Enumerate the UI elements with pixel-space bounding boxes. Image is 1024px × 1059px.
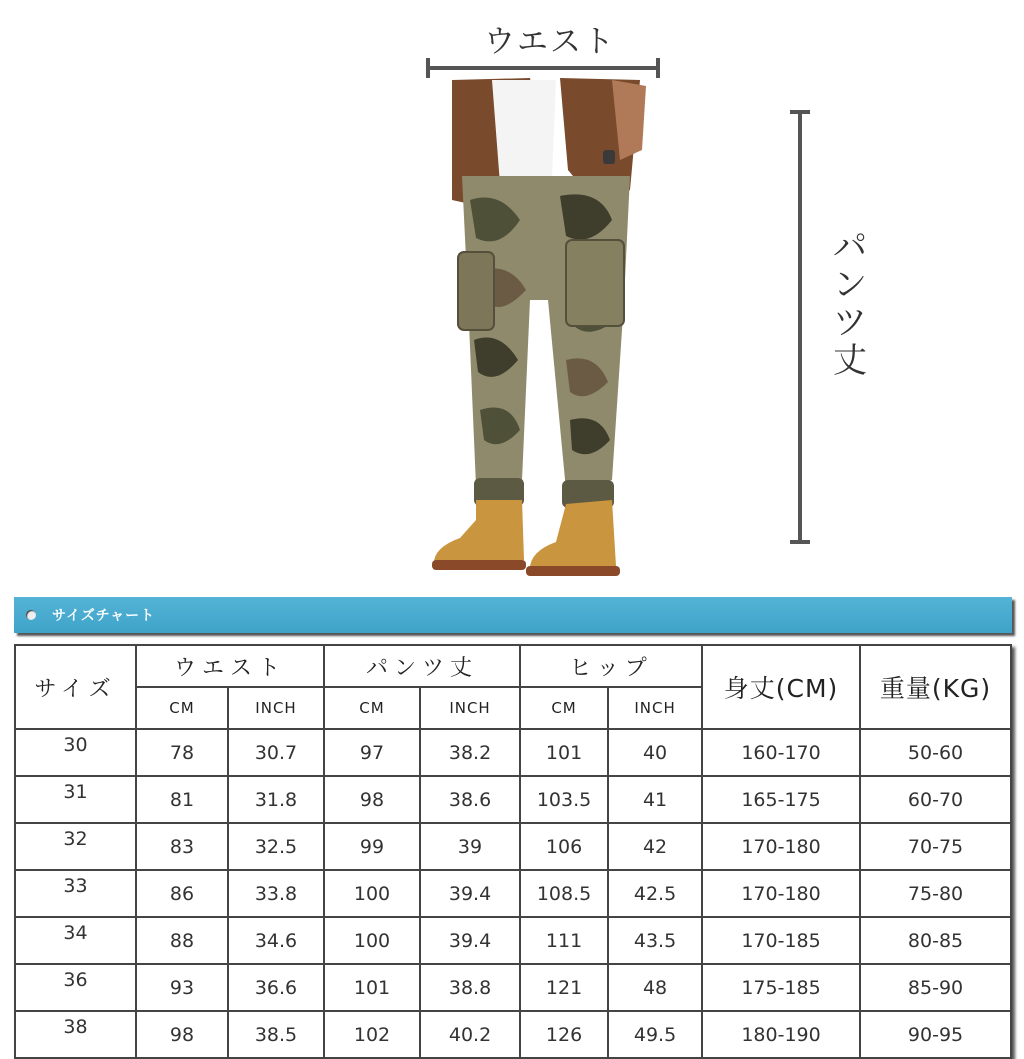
cell-hip-cm: 108.5 [520,870,608,917]
camo-pants [458,176,630,508]
cell-length-cm: 101 [324,964,420,1011]
cell-weight: 75-80 [860,870,1011,917]
cell-waist-cm: 98 [136,1011,228,1058]
cell-body-length: 180-190 [702,1011,860,1058]
cell-size: 30 [15,729,136,776]
cell-waist-cm: 93 [136,964,228,1011]
cell-size: 34 [15,917,136,964]
cell-length-cm: 100 [324,917,420,964]
cell-waist-inch: 32.5 [228,823,324,870]
cell-waist-inch: 30.7 [228,729,324,776]
cell-length-cm: 100 [324,870,420,917]
cell-length-inch: 38.2 [420,729,520,776]
table-row [15,1011,1011,1058]
header-size: サイズ [15,645,136,729]
size-chart-banner [14,597,1012,633]
table-row [15,776,1011,823]
cell-length-cm: 98 [324,776,420,823]
cell-length-inch: 38.8 [420,964,520,1011]
table-row [15,823,1011,870]
cell-body-length: 170-180 [702,870,860,917]
table-row [15,964,1011,1011]
cell-length-inch: 38.6 [420,776,520,823]
cell-length-inch: 39.4 [420,917,520,964]
cell-body-length: 170-185 [702,917,860,964]
unit-inch: INCH [420,687,520,729]
header-pants-length: パンツ丈 [324,645,520,687]
unit-inch: INCH [228,687,324,729]
cell-body-length: 170-180 [702,823,860,870]
cell-weight: 70-75 [860,823,1011,870]
cell-hip-inch: 43.5 [608,917,702,964]
cell-hip-cm: 111 [520,917,608,964]
cell-waist-inch: 33.8 [228,870,324,917]
cell-size: 38 [15,1011,136,1058]
pants-length-label: パンツ丈 [833,227,867,381]
cell-hip-cm: 103.5 [520,776,608,823]
header-weight: 重量(KG) [860,645,1011,729]
cell-weight: 90-95 [860,1011,1011,1058]
cell-waist-cm: 86 [136,870,228,917]
cell-length-cm: 99 [324,823,420,870]
size-chart-table [14,644,1012,1059]
cell-hip-inch: 40 [608,729,702,776]
waist-label: ウエスト [484,24,616,60]
cell-weight: 50-60 [860,729,1011,776]
cell-waist-inch: 34.6 [228,917,324,964]
header-waist: ウエスト [136,645,324,687]
cell-waist-inch: 31.8 [228,776,324,823]
unit-cm: CM [136,687,228,729]
cell-size: 31 [15,776,136,823]
cell-length-inch: 40.2 [420,1011,520,1058]
cell-hip-cm: 126 [520,1011,608,1058]
cell-weight: 85-90 [860,964,1011,1011]
cell-body-length: 175-185 [702,964,860,1011]
cell-waist-inch: 36.6 [228,964,324,1011]
cell-weight: 80-85 [860,917,1011,964]
bullet-icon [26,610,36,620]
cell-length-cm: 97 [324,729,420,776]
cell-waist-cm: 81 [136,776,228,823]
table-row [15,870,1011,917]
header-body-length: 身丈(CM) [702,645,860,729]
cell-size: 33 [15,870,136,917]
cell-length-cm: 102 [324,1011,420,1058]
cell-body-length: 160-170 [702,729,860,776]
cell-hip-inch: 42 [608,823,702,870]
cell-waist-cm: 88 [136,917,228,964]
cell-waist-inch: 38.5 [228,1011,324,1058]
cell-weight: 60-70 [860,776,1011,823]
length-measure-line [790,112,810,542]
unit-inch: INCH [608,687,702,729]
table-row [15,729,1011,776]
cell-hip-inch: 48 [608,964,702,1011]
boots [432,500,620,576]
unit-cm: CM [324,687,420,729]
cell-waist-cm: 83 [136,823,228,870]
cell-hip-inch: 42.5 [608,870,702,917]
cell-hip-cm: 101 [520,729,608,776]
cell-hip-cm: 106 [520,823,608,870]
unit-cm: CM [520,687,608,729]
cell-waist-cm: 78 [136,729,228,776]
cell-hip-cm: 121 [520,964,608,1011]
cell-size: 36 [15,964,136,1011]
waist-measure-line [428,58,658,78]
cell-size: 32 [15,823,136,870]
table-row [15,917,1011,964]
cell-hip-inch: 41 [608,776,702,823]
cell-hip-inch: 49.5 [608,1011,702,1058]
header-hip: ヒップ [520,645,702,687]
cell-length-inch: 39 [420,823,520,870]
banner-title: サイズチャート [52,608,156,624]
cell-length-inch: 39.4 [420,870,520,917]
cell-body-length: 165-175 [702,776,860,823]
